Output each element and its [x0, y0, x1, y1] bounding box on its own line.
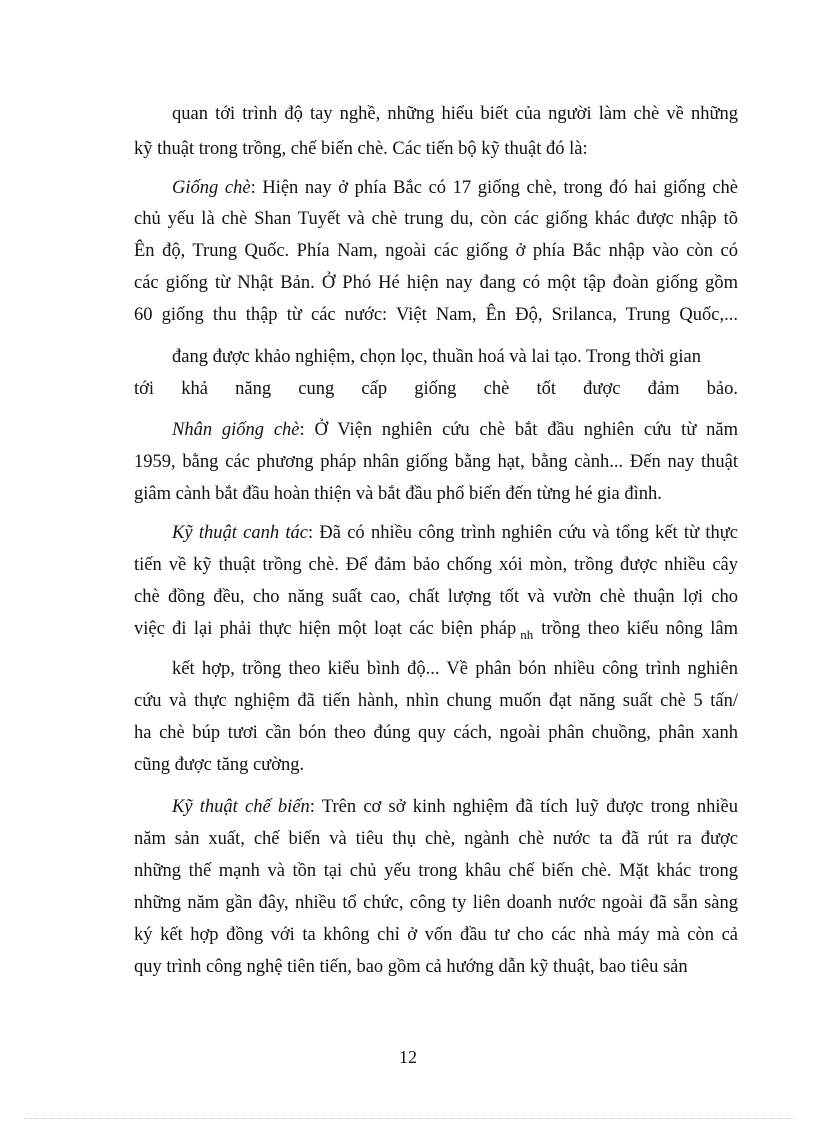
- text-line: [172, 657, 738, 681]
- bottom-divider: [24, 1118, 794, 1119]
- line-text: chè đồng đều, cho năng suất cao, chất lượng tốt và vườn chè thuận lợi cho: [134, 587, 738, 607]
- text-line: [172, 102, 738, 126]
- line-text: những năm gần đây, nhiều tổ chức, công ty liên doanh nước ngoài đã sẵn sàng: [134, 893, 738, 913]
- text-line: [134, 239, 738, 263]
- line-text: giâm cành bắt đầu hoàn thiện và bắt đầu phổ biến đến từng hé gia đình.: [134, 484, 662, 504]
- line-text: quan tới trình độ tay nghề, những hiểu biết của người làm chè về những: [172, 104, 738, 124]
- text-line: [134, 827, 738, 851]
- line-text: : Đã có nhiều công trình nghiên cứu và tổng kết từ thực: [307, 523, 738, 543]
- term-nhan-giong-che: Nhân giống chè: [172, 420, 300, 440]
- line-text: Ên độ, Trung Quốc. Phía Nam, ngoài các giống ở phía Bắc nhập vào còn có: [134, 241, 738, 261]
- text-line: [134, 482, 738, 506]
- line-text: 1959, bằng các phương pháp nhân giống bằng hạt, bằng cành... Đến nay thuật: [134, 452, 738, 472]
- text-line: [134, 271, 738, 295]
- text-line: [134, 585, 738, 609]
- text-line: [134, 303, 738, 327]
- line-text: những thế mạnh và tồn tại chủ yếu trong khâu chế biến chè. Mặt khác trong: [134, 861, 738, 881]
- line-text: kết hợp, trồng theo kiểu bình độ... Về phân bón nhiều công trình nghiên: [172, 659, 738, 679]
- line-text: : Hiện nay ở phía Bắc có 17 giống chè, trong đó hai giống chè: [250, 178, 738, 198]
- term-ky-thuat-che-bien: Kỹ thuật chế biến: [172, 797, 310, 817]
- page-number: 12: [399, 1047, 417, 1067]
- term-ky-thuat-canh-tac: Kỹ thuật canh tác: [172, 523, 308, 543]
- text-line: [134, 689, 738, 713]
- line-text: 60 giống thu thập từ các nước: Việt Nam, Ên Độ, Srilanca, Trung Quốc,...: [134, 305, 738, 325]
- line-text: quy trình công nghệ tiên tiến, bao gồm cả hướng dẫn kỹ thuật, bao tiêu sản: [134, 957, 688, 977]
- line-text: trồng theo kiểu nông lâm: [541, 619, 738, 639]
- paragraph-ky-thuat-canh-tac: [172, 521, 738, 545]
- line-text: ký kết hợp đồng với ta không chỉ ở vốn đầu tư cho các nhà máy mà còn cả: [134, 925, 738, 945]
- text-line: [134, 721, 738, 745]
- text-line: [134, 859, 738, 883]
- line-text: đang được khảo nghiệm, chọn lọc, thuần hoá và lai tạo. Trong thời gian: [172, 347, 702, 367]
- paragraph-giong-che: [172, 176, 738, 200]
- line-text: cũng được tăng cường.: [134, 755, 305, 775]
- line-text: chủ yếu là chè Shan Tuyết và chè trung du, còn các giống khác được nhập tõ: [134, 209, 738, 229]
- line-text: : Ở Viện nghiên cứu chè bắt đầu nghiên cứu từ năm: [299, 420, 739, 440]
- text-line: [134, 617, 738, 641]
- line-text: : Trên cơ sở kinh nghiệm đã tích luỹ được trong nhiều: [309, 797, 739, 817]
- text-line: [134, 377, 738, 401]
- line-text: việc đi lại phải thực hiện một loạt các biện pháp: [134, 619, 517, 639]
- text-line: [134, 137, 738, 161]
- line-text: cứu và thực nghiệm đã tiến hành, nhìn chung muốn đạt năng suất chè 5 tấn/: [134, 691, 738, 711]
- paragraph-ky-thuat-che-bien: [172, 795, 738, 819]
- line-text: tiến về kỹ thuật trồng chè. Để đảm bảo chống xói mòn, trồng được nhiều cây: [134, 555, 738, 575]
- line-text: năm sản xuất, chế biến và tiêu thụ chè, ngành chè nước ta đã rút ra được: [134, 829, 738, 849]
- text-line: [134, 955, 738, 979]
- text-line: [134, 553, 738, 577]
- line-text: kỹ thuật trong trồng, chế biến chè. Các tiến bộ kỹ thuật đó là:: [134, 139, 588, 159]
- text-line: [134, 753, 738, 777]
- text-line: [134, 207, 738, 231]
- term-giong-che: Giống chè: [172, 178, 251, 198]
- text-line: [134, 891, 738, 915]
- paragraph-nhan-giong-che: [172, 418, 738, 442]
- text-line: [172, 345, 738, 369]
- line-text: các giống từ Nhật Bản. Ở Phó Hé hiện nay đang có một tập đoàn giống gồm: [134, 273, 738, 293]
- line-text: tới khả năng cung cấp giống chè tốt được đảm bảo.: [134, 379, 738, 399]
- text-line: [134, 923, 738, 947]
- line-text: ha chè búp tươi cần bón theo đúng quy cách, ngoài phân chuồng, phân xanh: [134, 723, 738, 743]
- text-line: [134, 450, 738, 474]
- subscript-fragment: nh: [520, 627, 534, 642]
